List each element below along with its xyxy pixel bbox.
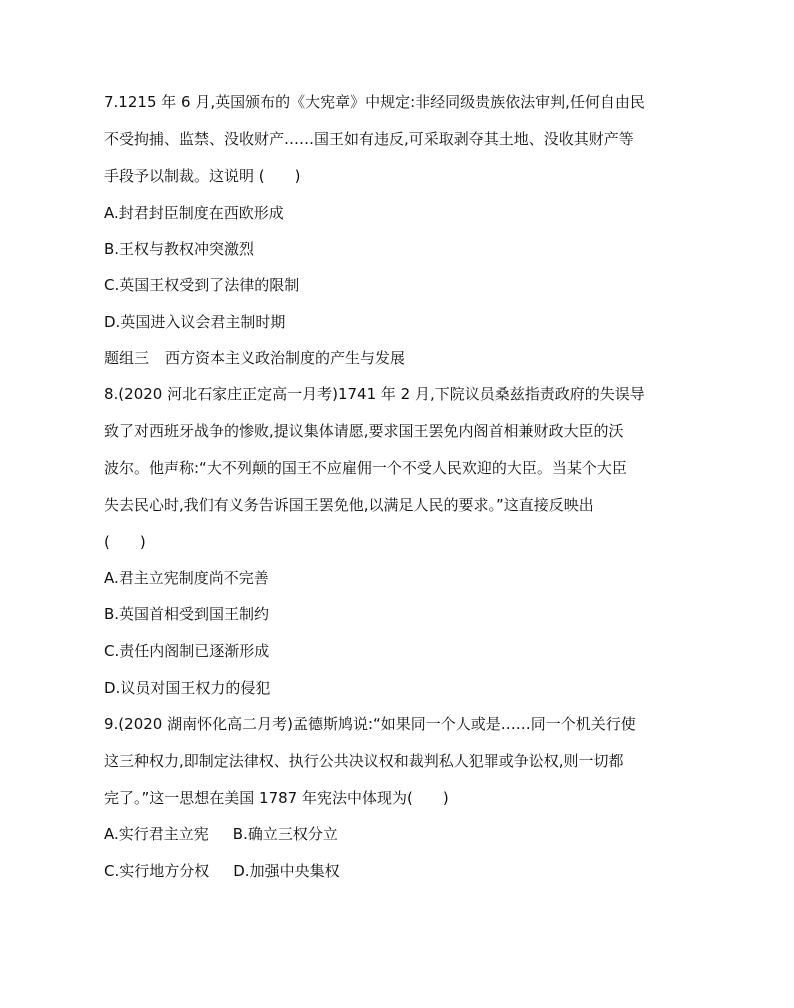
q9-stem-line-1: 9.(2020 湖南怀化高二月考)孟德斯鸠说:“如果同一个人或是……同一个机关行使 — [104, 715, 636, 733]
q8-option-b: B.英国首相受到国王制约 — [104, 605, 270, 623]
q7-stem-line-1: 7.1215 年 6 月,英国颁布的《大宪章》中规定:非经同级贵族依法审判,任何自由民 — [104, 93, 645, 111]
q7-option-d: D.英国进入议会君主制时期 — [104, 313, 286, 331]
group-label: 题组三 — [104, 349, 150, 367]
q8-option-d: D.议员对国王权力的侵犯 — [104, 679, 271, 697]
q7-option-a: A.封君封臣制度在西欧形成 — [104, 204, 284, 222]
q9-option-b: B.确立三权分立 — [232, 825, 338, 843]
q8-stem-line-4: 失去民心时,我们有义务告诉国王罢免他,以满足人民的要求。”这直接反映出 — [104, 496, 594, 514]
q8-stem-line-3: 波尔。他声称:“大不列颠的国王不应雇佣一个不受人民欢迎的大臣。当某个大臣 — [104, 459, 627, 477]
q9-stem-line-3: 完了。”这一思想在美国 1787 年宪法中体现为( ) — [104, 789, 449, 807]
q9-stem-line-2: 这三种权力,即制定法律权、执行公共决议权和裁判私人犯罪或争讼权,则一切都 — [104, 752, 624, 770]
q8-stem-line-1: 8.(2020 河北石家庄正定高一月考)1741 年 2 月,下院议员桑兹指责政府的失误导 — [104, 385, 645, 403]
q7-stem-line-2: 不受拘捕、监禁、没收财产……国王如有违反,可采取剥夺其土地、没收其财产等 — [104, 130, 634, 148]
q9-option-d: D.加强中央集权 — [233, 862, 340, 880]
group-title: 西方资本主义政治制度的产生与发展 — [165, 349, 406, 367]
q9-option-a: A.实行君主立宪 — [104, 825, 209, 843]
q8-option-a: A.君主立宪制度尚不完善 — [104, 569, 269, 587]
q8-option-c: C.责任内阁制已逐渐形成 — [104, 642, 270, 660]
q9-options-row-2 — [104, 860, 340, 882]
q9-options-row-1 — [104, 823, 338, 845]
q7-option-b: B.王权与教权冲突激烈 — [104, 240, 255, 258]
q8-stem-line-5: ( ) — [104, 533, 146, 551]
group-heading — [104, 347, 405, 369]
q7-option-c: C.英国王权受到了法律的限制 — [104, 276, 300, 294]
q9-option-c: C.实行地方分权 — [104, 862, 210, 880]
q7-stem-line-3: 手段予以制裁。这说明 ( ) — [104, 167, 301, 185]
q8-stem-line-2: 致了对西班牙战争的惨败,提议集体请愿,要求国王罢免内阁首相兼财政大臣的沃 — [104, 422, 624, 440]
